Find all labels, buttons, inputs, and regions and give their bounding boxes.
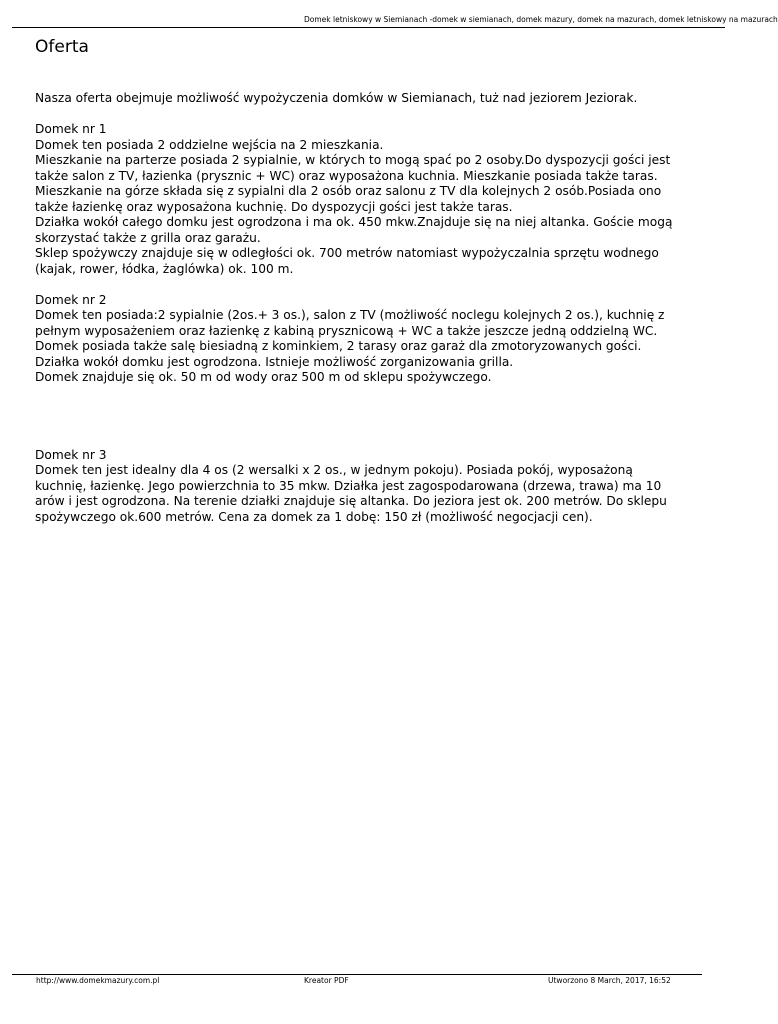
domek-3-line: kuchnię, łazienkę. Jego powierzchnia to 35 mkw. Działka jest zagospodarowana (drzewa, trawa) ma 10 xyxy=(35,478,662,493)
intro-paragraph: Nasza oferta obejmuje możliwość wypożyczenia domków w Siemianach, tuż nad jeziorem Jeziorak. xyxy=(35,91,638,105)
domek-2-line: Działka wokół domku jest ogrodzona. Istnieje możliwość zorganizowania grilla. xyxy=(35,354,514,369)
page-title: Oferta xyxy=(35,37,89,57)
domek-1-line: także łazienkę oraz wyposażona kuchnię. Do dyspozycji gości jest także taras. xyxy=(35,199,513,214)
domek-3-section xyxy=(35,448,715,526)
footer-creator: Kreator PDF xyxy=(304,976,349,985)
domek-3-line: spożywczego ok.600 metrów. Cena za domek za 1 dobę: 150 zł (możliwość negocjacji cen). xyxy=(35,509,593,524)
domek-1-line: Mieszkanie na parterze posiada 2 sypialnie, w których to mogą spać po 2 osoby.Do dyspozycji gości jest xyxy=(35,153,671,167)
domek-2-section xyxy=(35,293,715,386)
footer-divider xyxy=(12,974,702,975)
domek-1-section xyxy=(35,122,715,277)
spacer xyxy=(35,386,715,448)
domek-2-line: pełnym wyposażeniem oraz łazienkę z kabiną prysznicową + WC a także jeszcze jedną oddzielną WC. xyxy=(35,323,658,338)
domek-1-heading: Domek nr 1 xyxy=(35,122,107,136)
domek-1-line: skorzystać także z grilla oraz garażu. xyxy=(35,230,261,245)
domek-3-line: arów i jest ogrodzona. Na terenie działki znajduje się altanka. Do jeziora jest ok. 200 metrów. Do sklepu xyxy=(35,494,667,508)
domek-1-line: (kajak, rower, łódka, żaglówka) ok. 100 m. xyxy=(35,261,294,276)
domek-2-line: Domek posiada także salę biesiadną z kominkiem, 2 tarasy oraz garaż dla zmotoryzowanych gości. xyxy=(35,339,642,353)
domek-3-heading: Domek nr 3 xyxy=(35,447,107,462)
domek-1-line: także salon z TV, łazienka (prysznic + WC) oraz wyposażona kuchnia. Mieszkanie posiada także taras. xyxy=(35,168,658,183)
domek-2-line: Domek znajduje się ok. 50 m od wody oraz 500 m od sklepu spożywczego. xyxy=(35,370,492,384)
domek-3-line: Domek ten jest idealny dla 4 os (2 wersalki x 2 os., w jednym pokoju). Posiada pokój, wyposażoną xyxy=(35,463,633,477)
domek-1-line: Działka wokół całego domku jest ogrodzona i ma ok. 450 mkw.Znajduje się na niej altanka. Goście mogą xyxy=(35,215,673,229)
header-divider xyxy=(12,27,725,28)
domek-1-line: Mieszkanie na górze składa się z sypialni dla 2 osób oraz salonu z TV dla kolejnych 2 osób.Posiada ono xyxy=(35,184,662,198)
domek-1-line: Sklep spożywczy znajduje się w odległości ok. 700 metrów natomiast wypożyczalnia sprzętu wodnego xyxy=(35,246,659,260)
header-site-title: Domek letniskowy w Siemianach -domek w siemianach, domek mazury, domek na mazurach, domek letniskowy na mazurach xyxy=(304,15,778,24)
document-body xyxy=(35,91,715,525)
spacer xyxy=(35,277,715,293)
domek-2-line: Domek ten posiada:2 sypialnie (2os.+ 3 os.), salon z TV (możliwość noclegu kolejnych 2 os.), kuchnię z xyxy=(35,308,665,322)
footer-url: http://www.domekmazury.com.pl xyxy=(36,976,160,985)
spacer xyxy=(35,107,715,123)
footer-created-date: Utworzono 8 March, 2017, 16:52 xyxy=(548,976,671,985)
domek-2-heading: Domek nr 2 xyxy=(35,292,107,307)
domek-1-line: Domek ten posiada 2 oddzielne wejścia na 2 mieszkania. xyxy=(35,137,384,152)
